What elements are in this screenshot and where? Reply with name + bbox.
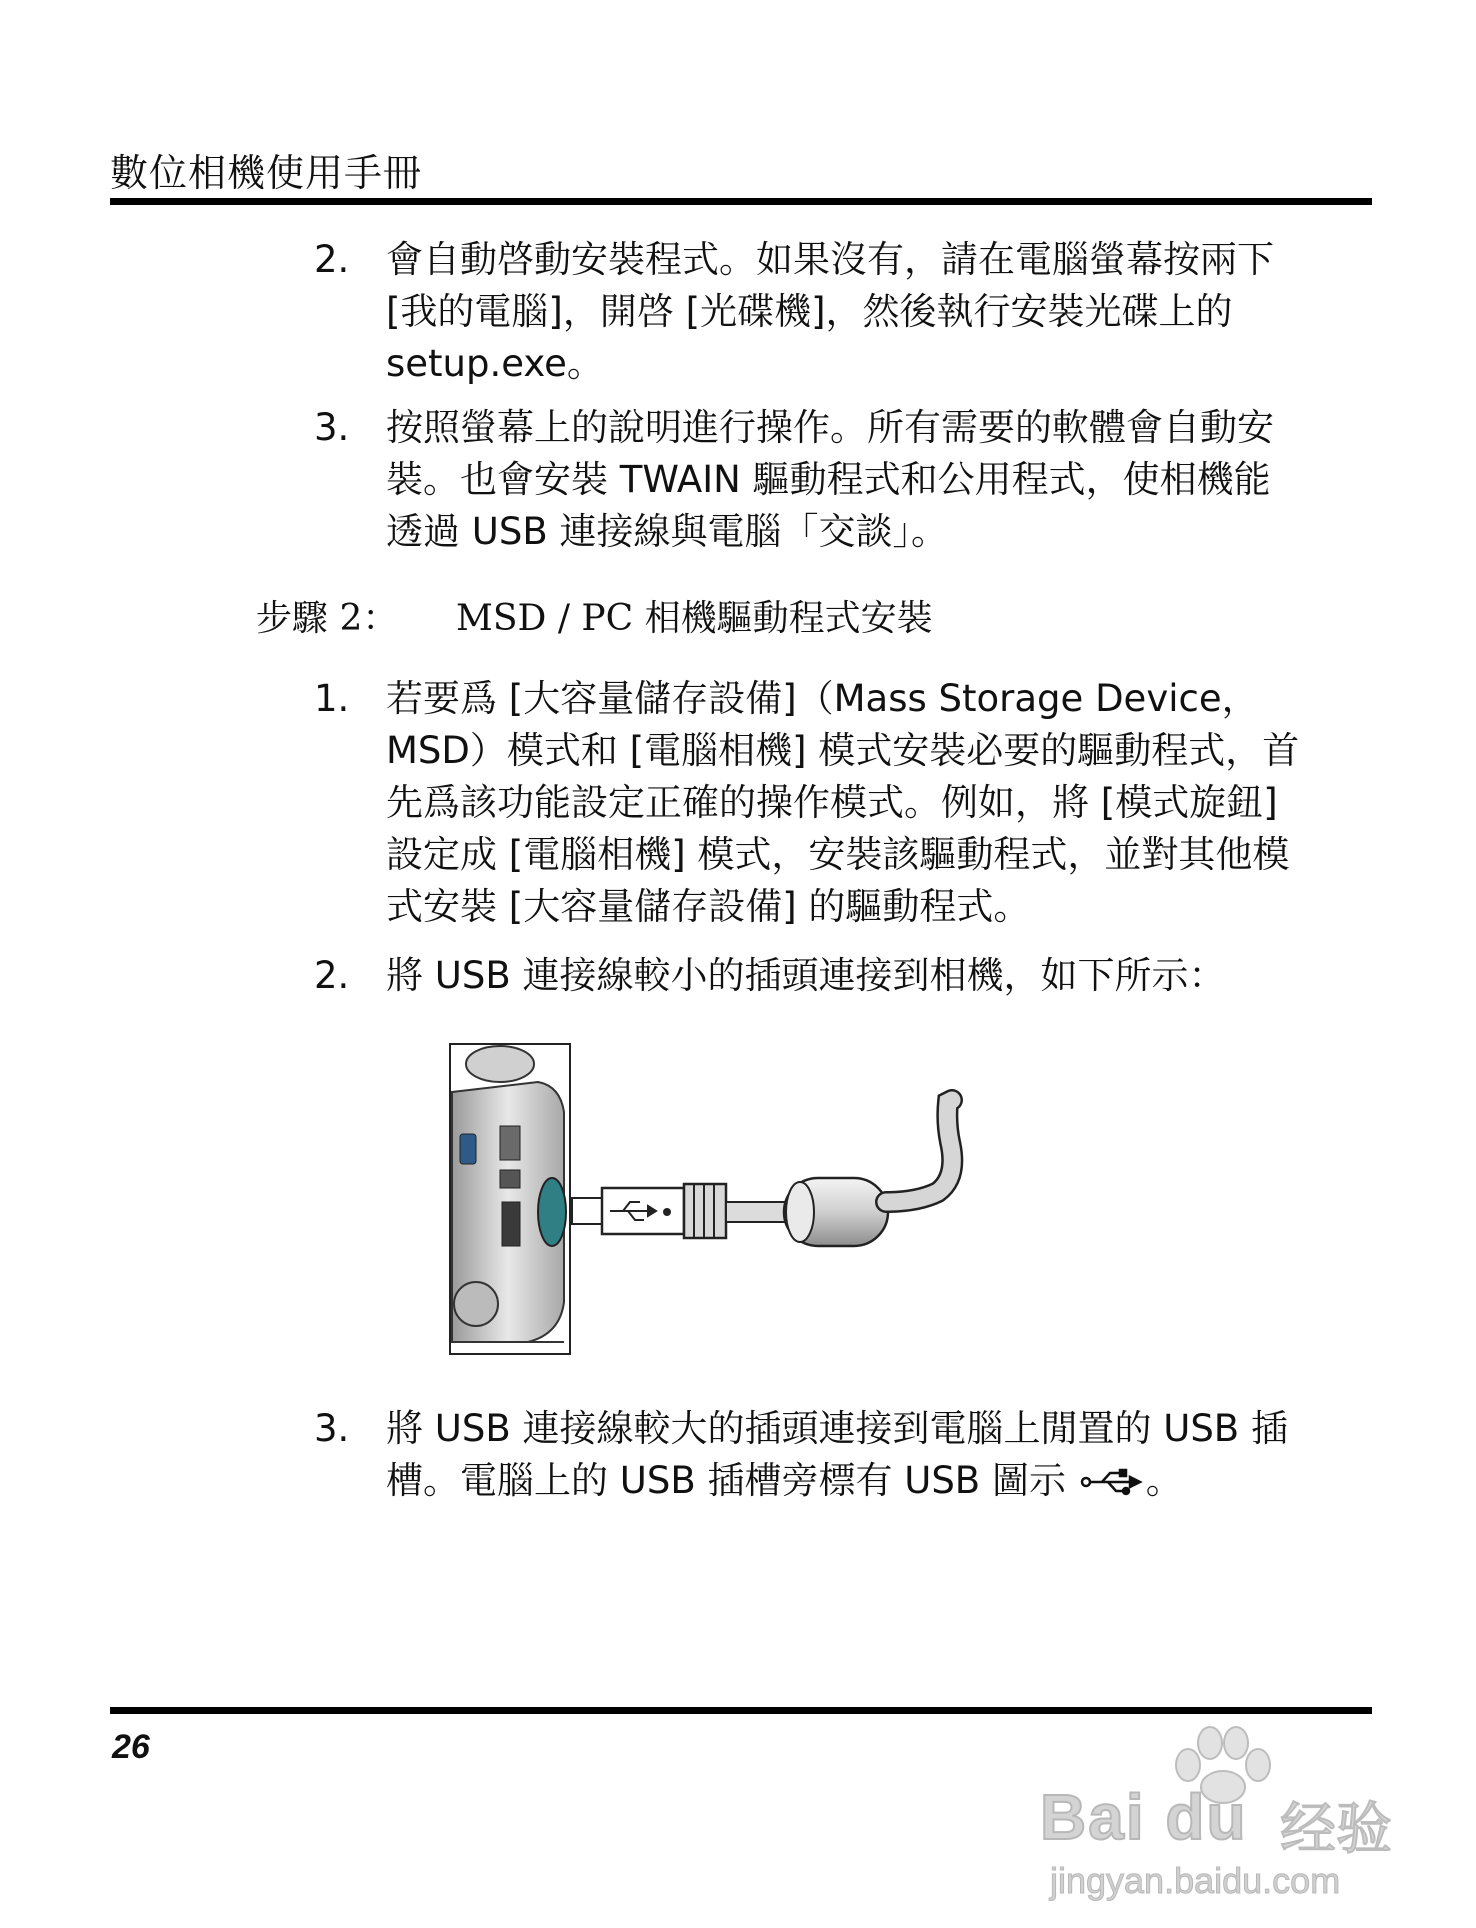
- text-line: 式安裝 [大容量儲存設備] 的驅動程式。: [386, 885, 1031, 928]
- step-title: MSD / PC 相機驅動程式安裝: [456, 598, 933, 639]
- item-number: 2.: [314, 238, 350, 281]
- camera-usb-illustration: [448, 1042, 1048, 1362]
- text-line: 按照螢幕上的說明進行操作。所有需要的軟體會自動安: [386, 406, 1274, 449]
- item-text: [386, 950, 1376, 1002]
- text-line: [386, 1455, 1376, 1507]
- item-number: 2.: [314, 954, 350, 997]
- item-text: [386, 234, 1376, 390]
- text-line: 先爲該功能設定正確的操作模式。例如，將 [模式旋鈕]: [386, 781, 1278, 824]
- item-text: [386, 1403, 1376, 1507]
- text-line: 若要爲 [大容量儲存設備]（Mass Storage Device，: [386, 677, 1259, 720]
- text-line: 會自動啓動安裝程式。如果沒有，請在電腦螢幕按兩下: [386, 238, 1274, 281]
- item-number: 1.: [314, 677, 350, 720]
- item-text: [386, 673, 1376, 933]
- text-fragment: 。: [1145, 1459, 1183, 1502]
- text-line: MSD）模式和 [電腦相機] 模式安裝必要的驅動程式，首: [386, 729, 1300, 772]
- footer-rule: [110, 1707, 1372, 1714]
- text-line: 透過 USB 連接線與電腦「交談」。: [386, 510, 948, 553]
- item-text: [386, 402, 1376, 558]
- watermark-logo: Bai du: [1040, 1781, 1248, 1853]
- item-number: 3.: [314, 406, 350, 449]
- text-line: [我的電腦]，開啓 [光碟機]，然後執行安裝光碟上的: [386, 290, 1233, 333]
- text-line: 設定成 [電腦相機] 模式，安裝該驅動程式，並對其他模: [386, 833, 1290, 876]
- page-header-title: 數位相機使用手冊: [110, 151, 423, 195]
- text-line: 將 USB 連接線較大的插頭連接到電腦上閒置的 USB 插: [386, 1407, 1288, 1450]
- text-fragment: 槽。電腦上的 USB 插槽旁標有 USB 圖示: [386, 1459, 1066, 1502]
- page-number: 26: [112, 1728, 150, 1766]
- usb-icon: [1080, 1467, 1144, 1497]
- step-label: 步驟 2：: [256, 598, 399, 639]
- text-line: setup.exe。: [386, 342, 604, 385]
- baidu-watermark: [1040, 1725, 1400, 1915]
- item-number: 3.: [314, 1407, 350, 1450]
- text-line: 裝。也會安裝 TWAIN 驅動程式和公用程式，使相機能: [386, 458, 1271, 501]
- header-rule: [110, 198, 1372, 205]
- watermark-url: jingyan.baidu.com: [1050, 1860, 1341, 1901]
- watermark-cn: 经验: [1280, 1797, 1392, 1862]
- text-line: 將 USB 連接線較小的插頭連接到相機，如下所示：: [386, 954, 1226, 997]
- step-heading: [256, 590, 1356, 641]
